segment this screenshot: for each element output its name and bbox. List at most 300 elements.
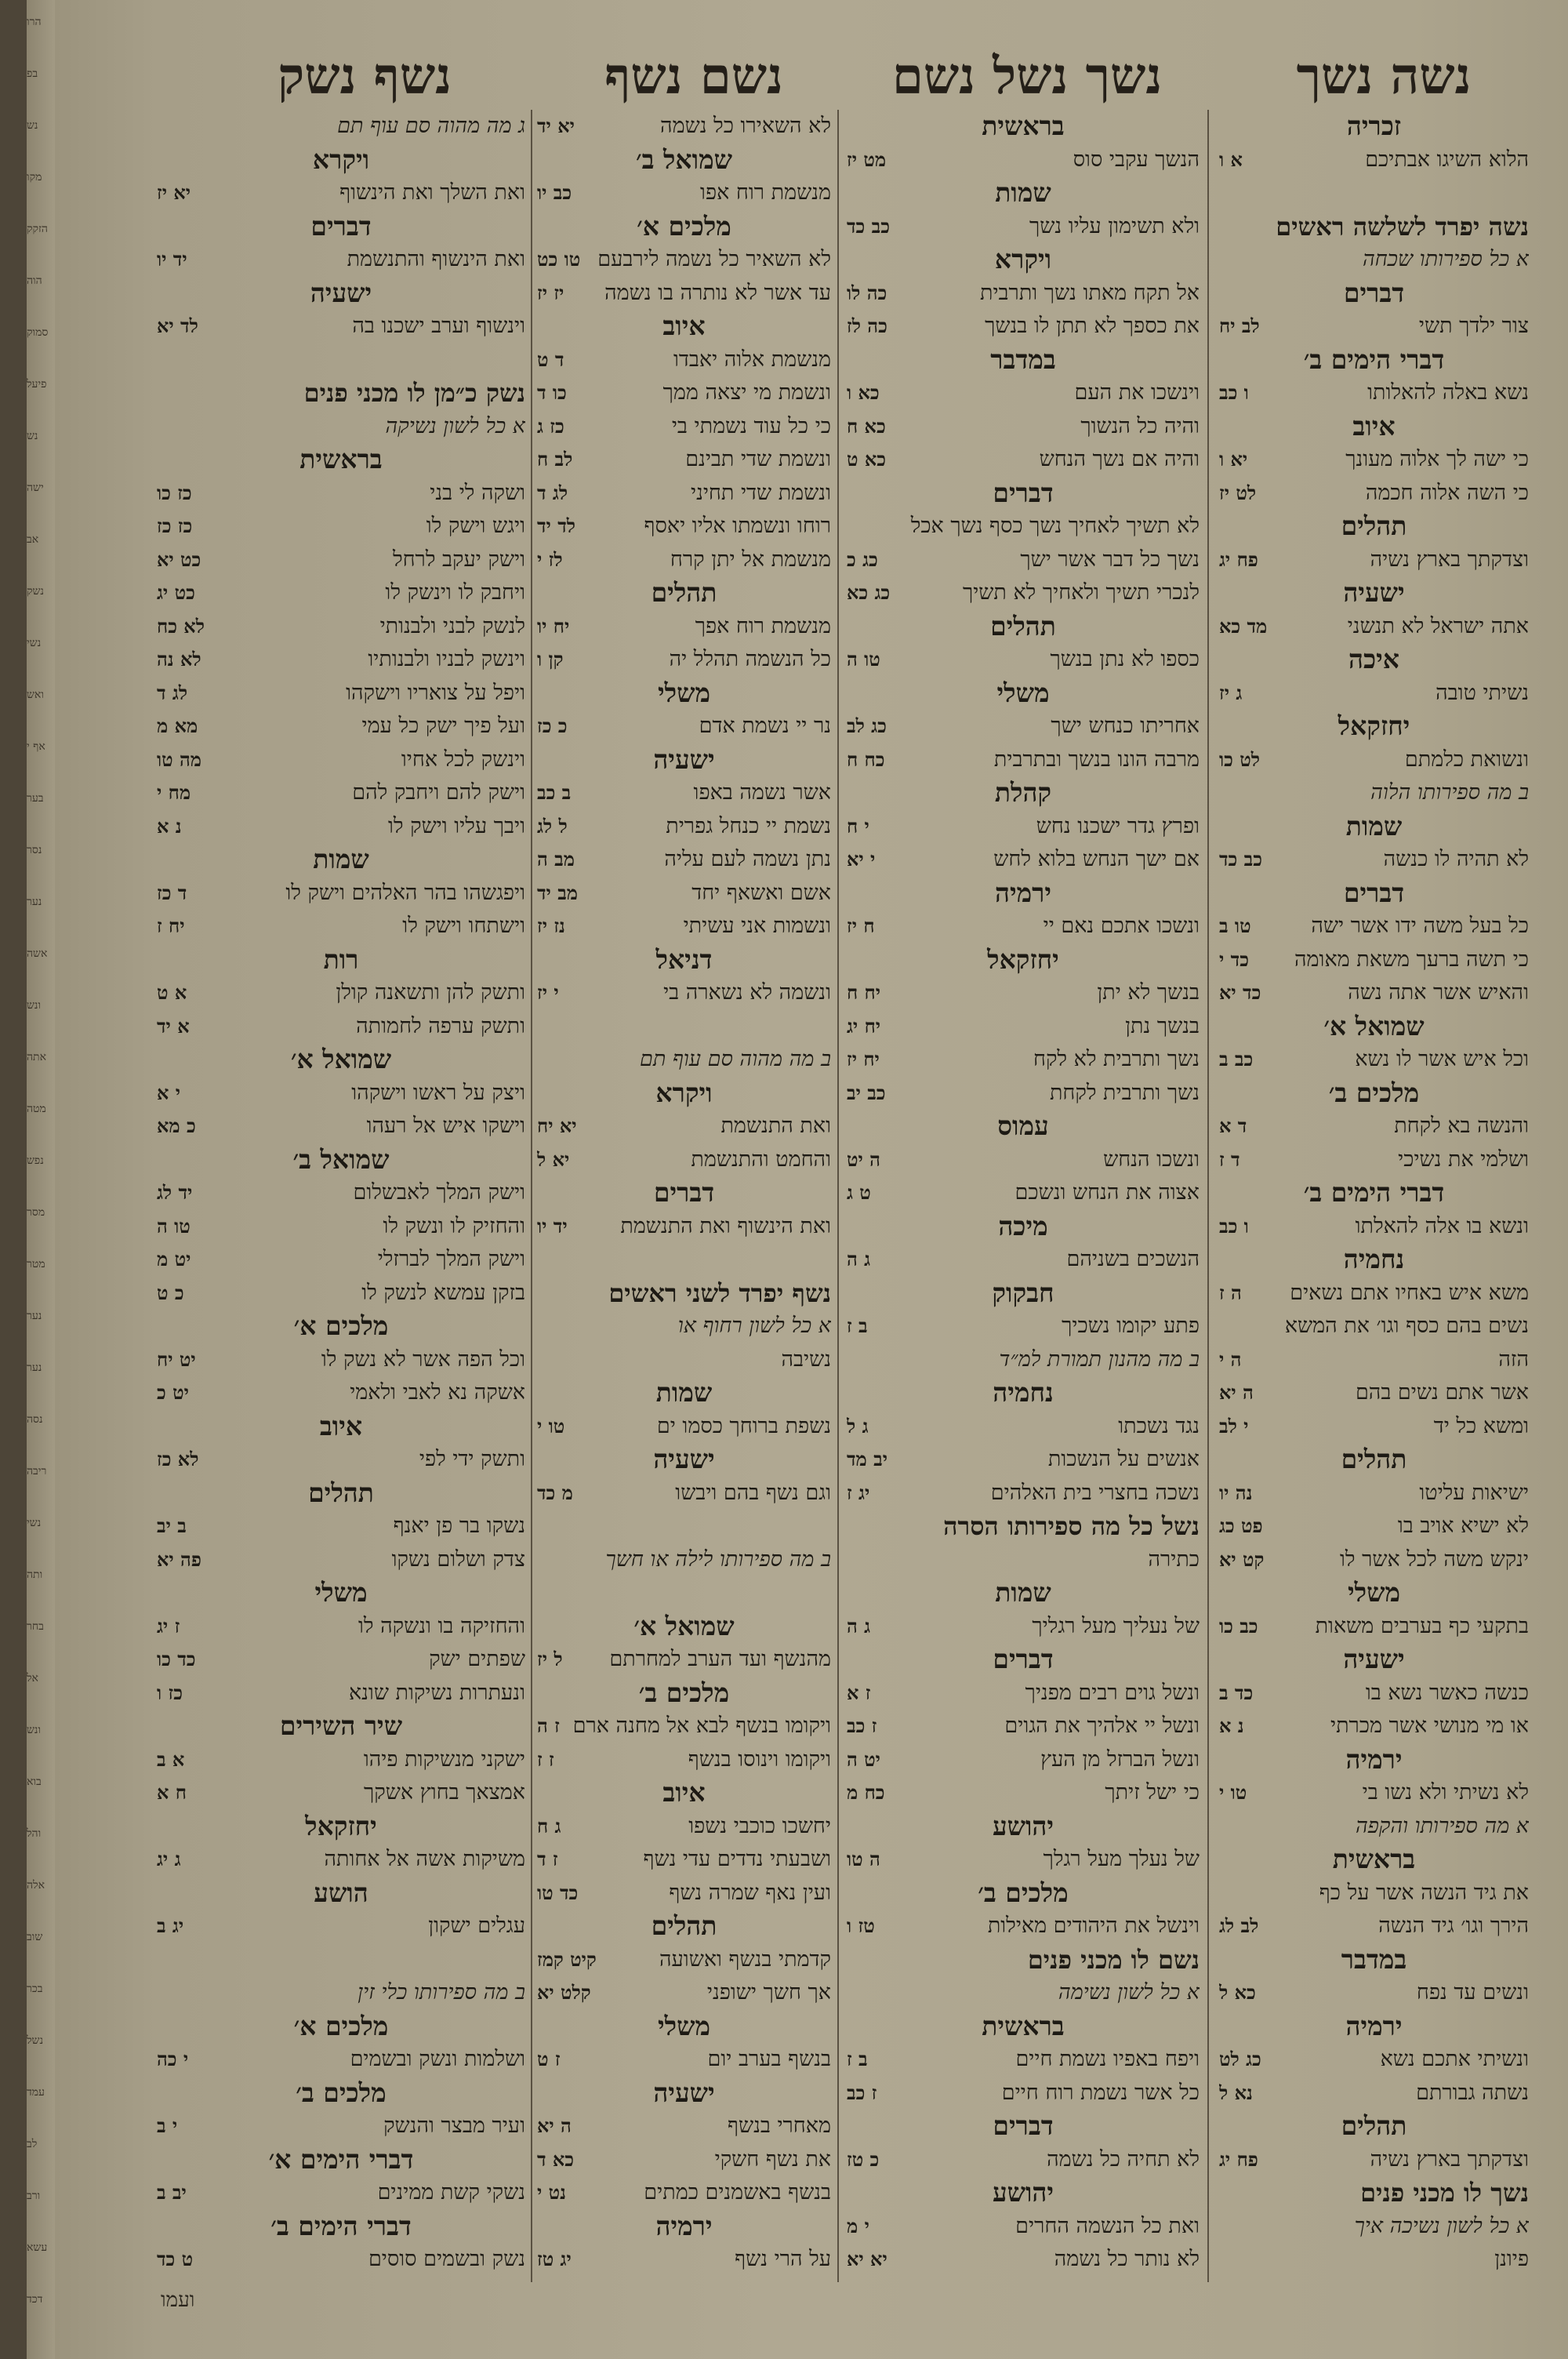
verse-reference: י יז [537, 981, 559, 1004]
verse-reference: פח יג [1219, 2147, 1258, 2171]
edge-text-fragment: והל [27, 1827, 42, 1840]
verse-reference: יט מ [157, 1248, 191, 1270]
entry-text: ב מה ספירותו לילה או חשך [605, 1547, 831, 1572]
concordance-entry [1219, 1677, 1529, 1710]
verse-reference: ד ז [1219, 1147, 1240, 1171]
verse-reference: ט ג [847, 1181, 871, 1204]
entry-text: יחזקאל [305, 1810, 377, 1841]
entry-text: משלי [996, 677, 1050, 708]
concordance-entry [537, 1143, 831, 1177]
book-heading [157, 144, 525, 177]
entry-text: שמות [1345, 810, 1403, 841]
concordance-entry [1219, 1910, 1529, 1943]
entry-text: שמות [995, 1577, 1051, 1608]
edge-text-fragment: דכד [27, 2293, 43, 2306]
verse-reference: ב יב [157, 1514, 187, 1537]
verse-reference: ט כד [157, 2248, 194, 2270]
verse-reference: י מ [847, 2214, 869, 2237]
concordance-entry [847, 1776, 1200, 1810]
book-heading [1219, 710, 1529, 743]
entry-text: ויפל על צואריו וישקהו [346, 680, 525, 705]
entry-text: דברים [993, 477, 1054, 508]
verse-reference: כא ח [847, 414, 886, 438]
entry-text: בראשית [1332, 1844, 1416, 1874]
book-heading [1219, 277, 1529, 311]
entry-text: וינשל את היהודים מאילות [987, 1914, 1200, 1938]
entry-text: בראשית [982, 2010, 1065, 2041]
entry-text: אצוה את הנחש ונשכם [1014, 1180, 1200, 1205]
entry-text: כי ישל זיתך [1105, 1780, 1200, 1805]
concordance-entry [847, 843, 1200, 877]
concordance-entry [847, 310, 1200, 343]
book-heading [157, 2210, 525, 2244]
verse-reference: ג ל [847, 1414, 869, 1438]
entry-text: נשך לו מכני פנים [1360, 2178, 1529, 2208]
book-heading [847, 677, 1200, 711]
book-heading [537, 310, 831, 343]
entry-text: וינשק לבניו ולבנותיו [368, 647, 525, 671]
concordance-entry [537, 1943, 831, 1977]
edge-text-fragment: נער [27, 896, 42, 908]
concordance-column-3 [537, 110, 831, 2306]
concordance-entry [1219, 2210, 1529, 2244]
entry-text: והנשה בא לקחת [1394, 1114, 1529, 1138]
verse-reference: מב ה [537, 848, 575, 871]
verse-reference: קן ו [537, 648, 564, 671]
verse-reference: כז כו [157, 481, 192, 504]
book-heading [1219, 510, 1529, 543]
concordance-entry [157, 1743, 525, 1777]
column-header-4: נשף נשק [278, 47, 452, 106]
entry-text: וינשוף וערב ישכנו בה [352, 314, 525, 338]
book-heading [537, 1443, 831, 1477]
entry-text: מנשמת אלוה יאבדו [673, 347, 831, 372]
book-heading [1219, 1643, 1529, 1677]
verse-reference: כא ל [1219, 1981, 1256, 2004]
entry-text: שיר השירים [279, 1710, 403, 1741]
concordance-entry [1219, 477, 1529, 511]
verse-reference: כ כז [537, 714, 568, 737]
concordance-entry [157, 1210, 525, 1244]
verse-reference: יא ו [1219, 448, 1248, 471]
entry-text: תהלים [1341, 511, 1407, 541]
entry-text: שמואל ב׳ [292, 1143, 390, 1175]
entry-text: מאחרי בנשף [727, 2114, 831, 2138]
entry-text: במדבר [1341, 1943, 1407, 1975]
edge-text-fragment: ותה [27, 1568, 43, 1581]
entry-text: והאיש אשר אתה נשה [1348, 980, 1529, 1005]
book-heading [847, 1810, 1200, 1844]
entry-text: קדמתי בנשף ואשועה [659, 1946, 831, 1972]
concordance-entry [1219, 1277, 1529, 1310]
verse-reference: לד יא [157, 314, 198, 337]
verse-reference: לא נה [157, 648, 201, 671]
verse-reference: יג ז [847, 1481, 870, 1504]
edge-text-fragment: נער [27, 1361, 42, 1374]
entry-text: לנשק לבני ולבנותי [379, 613, 525, 638]
entry-text: כל בעל משה ידו אשר ישה [1311, 914, 1529, 938]
concordance-entry [1219, 543, 1529, 577]
verse-reference: מא מ [157, 714, 198, 737]
entry-text: דברים [310, 210, 372, 242]
book-heading [1219, 810, 1529, 844]
entry-text: ונשכו אתכם נאם יי [1043, 914, 1200, 938]
book-heading [847, 1210, 1200, 1244]
entry-text: יחזקאל [987, 943, 1059, 975]
concordance-entry [157, 477, 525, 511]
verse-reference: כא ו [847, 381, 880, 404]
concordance-entry [847, 2043, 1200, 2077]
verse-reference: ב ז [847, 2048, 868, 2070]
entry-text: א כל ספירותו שכחה [1362, 247, 1529, 271]
entry-text: נגד נשכתו [1118, 1413, 1200, 1438]
verse-reference: כב כו [1219, 1614, 1258, 1637]
entry-text: או מי מנושי אשר מכרתי [1330, 1714, 1529, 1738]
verse-reference: כג לב [847, 714, 887, 737]
edge-text-fragment: ריבה [27, 1465, 47, 1478]
concordance-entry [537, 243, 831, 277]
entry-text: רוחו ונשמתו אליו יאסף [644, 514, 831, 538]
entry-text: כנשה כאשר נשא בו [1365, 1680, 1529, 1705]
entry-text: מנשמת רוח אפך [695, 613, 831, 638]
concordance-entry [157, 410, 525, 444]
entry-text: משלי [1347, 1577, 1400, 1608]
entry-text: שמואל א׳ [1323, 1010, 1425, 1041]
entry-text: בנשך לא יתן [1097, 980, 1200, 1005]
concordance-entry [847, 1343, 1200, 1377]
verse-reference: כה לז [847, 314, 887, 337]
entry-text: וינשק לכל אחיו [401, 747, 525, 772]
concordance-entry [1219, 1376, 1529, 1410]
concordance-entry [157, 2176, 525, 2210]
book-heading [1219, 643, 1529, 677]
entry-text: בראשית [299, 444, 383, 474]
verse-reference: כב יו [537, 181, 572, 204]
book-heading [537, 1176, 831, 1210]
book-heading [847, 1376, 1200, 1410]
verse-reference: כג כא [847, 581, 891, 604]
entry-text: תהלים [651, 1910, 717, 1941]
verse-reference: ב כב [537, 781, 572, 804]
concordance-entry [537, 1576, 831, 1610]
book-gutter [0, 0, 27, 2359]
concordance-entry [847, 1976, 1200, 2010]
edge-text-fragment: אתה [27, 1051, 46, 1063]
entry-text: וכל איש אשר לו נשא [1355, 1047, 1529, 1071]
concordance-column-4 [157, 110, 525, 2306]
verse-reference: יח ח [847, 981, 881, 1004]
entry-text: ישעיה [653, 743, 715, 775]
book-heading [157, 443, 525, 477]
verse-reference: ח א [157, 1781, 187, 1804]
verse-reference: ה ז [1219, 1281, 1242, 1304]
entry-text: ירמיה [1345, 2010, 1403, 2041]
concordance-entry [1219, 776, 1529, 810]
verse-reference: כב ב [1219, 1048, 1254, 1070]
verse-reference: נט י [537, 2181, 566, 2204]
book-heading [847, 1877, 1200, 1910]
verse-reference: יח יו [537, 614, 570, 638]
entry-text: תהלים [1341, 2110, 1407, 2141]
entry-text: דברים [1343, 277, 1405, 308]
entry-text: מלכים ב׳ [978, 1877, 1069, 1908]
book-heading [847, 2010, 1200, 2044]
concordance-entry [537, 2176, 831, 2210]
book-heading [537, 1077, 831, 1110]
verse-reference: ג יז [1219, 681, 1243, 704]
entry-text: א כל לשון נשיכה איך [1354, 2213, 1529, 2238]
entry-text: ויקרא [655, 1077, 713, 1108]
verse-reference: לב ח [537, 448, 573, 471]
entry-text: ופרץ גדר ישכנו נחש [1036, 813, 1200, 838]
concordance-entry [847, 976, 1200, 1010]
verse-reference: יד יו [157, 248, 187, 271]
entry-text: ויבך עליו וישק לו [388, 813, 525, 838]
entry-text: אשר נשמה באפו [693, 780, 831, 805]
verse-reference: ז ט [537, 2048, 561, 2070]
entry-text: ותשק להן ותשאנה קולן [336, 980, 525, 1005]
entry-text: אשר אתם נשים בהם [1355, 1380, 1529, 1405]
concordance-entry [537, 2043, 831, 2077]
entry-text: ב מה מהוה סם עוף תם [639, 1047, 831, 1071]
entry-text: וצדקתך בארץ נשיה [1370, 2146, 1529, 2172]
verse-reference: לב לג [1219, 1914, 1259, 1937]
entry-text: ירמיה [994, 877, 1052, 908]
concordance-entry [537, 643, 831, 677]
verse-reference: כד כו [157, 1648, 196, 1670]
concordance-entry [157, 1376, 525, 1410]
concordance-entry [157, 343, 525, 377]
entry-text: עמוס [997, 1110, 1049, 1141]
concordance-entry [1219, 443, 1529, 477]
book-heading [537, 1376, 831, 1410]
entry-text: צדק ושלום נשקו [391, 1547, 525, 1572]
concordance-entry [157, 1243, 525, 1277]
verse-reference: י ב [157, 2114, 178, 2137]
concordance-entry [157, 1277, 525, 1310]
entry-text: יהושע [992, 1810, 1054, 1841]
concordance-entry [537, 2110, 831, 2143]
edge-text-fragment: בוא [27, 1776, 42, 1788]
concordance-entry [537, 1010, 831, 1044]
concordance-entry [157, 176, 525, 210]
entry-text: אמצאך בחוץ אשקך [364, 1780, 525, 1805]
concordance-entry [1219, 243, 1529, 277]
verse-reference: טז ו [847, 1914, 875, 1937]
concordance-entry [537, 1343, 831, 1377]
edge-text-fragment: נסה [27, 1413, 43, 1426]
concordance-entry [847, 410, 1200, 444]
edge-text-fragment: מקו [27, 171, 42, 184]
entry-text: נתן נשמה לעם עליה [664, 847, 831, 871]
entry-text: ושלמות ונשק ובשמים [350, 2047, 525, 2071]
entry-text: תהלים [990, 610, 1056, 642]
entry-text: ונשל גוים רבים מפניך [1025, 1680, 1200, 1705]
concordance-entry [157, 1643, 525, 1677]
edge-text-fragment: מסר [27, 1206, 45, 1219]
root-heading [537, 1277, 831, 1310]
column-rule [837, 110, 839, 2282]
root-heading [1219, 210, 1529, 244]
book-heading [157, 2143, 525, 2177]
entry-text: א כל לשון רחוף או [677, 1314, 831, 1338]
entry-text: מלכים א׳ [293, 2010, 389, 2041]
edge-text-fragment: מטה [27, 1103, 46, 1115]
entry-text: את נשף חשקי [714, 2146, 831, 2172]
edge-text-fragment: אשה [27, 947, 48, 960]
concordance-entry [537, 1743, 831, 1777]
concordance-entry [847, 1243, 1200, 1277]
entry-text: ונשמת מי יצאה ממך [662, 380, 831, 405]
book-heading [1219, 1176, 1529, 1210]
entry-text: ונשמת שדי תבינם [685, 447, 831, 471]
entry-text: ישקני מנשיקות פיהו [363, 1747, 525, 1772]
concordance-entry [847, 1710, 1200, 1743]
concordance-entry [157, 1943, 525, 1977]
verse-reference: לא כח [157, 614, 205, 638]
verse-reference: מד כא [1219, 614, 1268, 638]
concordance-entry [157, 1976, 525, 2010]
concordance-entry [847, 1077, 1200, 1110]
entry-text: וישק המלך לברזלי [377, 1247, 525, 1271]
entry-text: מנשמת אל יתן קרח [670, 547, 831, 572]
entry-text: משלי [314, 1577, 368, 1608]
verse-reference: ג ה [847, 1614, 871, 1637]
edge-text-fragment: נער [27, 1310, 42, 1322]
verse-reference: י יא [847, 848, 876, 871]
entry-text: אשם ואשאף יחד [691, 880, 831, 905]
verse-reference: כג כ [847, 547, 878, 571]
verse-reference: טו ב [1219, 914, 1251, 937]
concordance-entry [847, 2143, 1200, 2177]
concordance-entry [537, 810, 831, 844]
entry-text: וצדקתך בארץ נשיה [1370, 547, 1529, 572]
entry-text: נשכה בחצרי בית האלהים [990, 1480, 1200, 1505]
book-heading [1219, 1010, 1529, 1044]
entry-text: ויקרא [312, 144, 370, 175]
entry-text: ונשל הברזל מן העץ [1040, 1747, 1200, 1772]
entry-text: דברי הימים ב׳ [1303, 1177, 1445, 1208]
concordance-entry [847, 1610, 1200, 1644]
concordance-entry [1219, 1710, 1529, 1743]
entry-text: שמות [313, 844, 369, 874]
entry-text: הנשך עקבי סוס [1073, 147, 1200, 172]
entry-text: נר יי נשמת אדם [699, 714, 831, 738]
entry-text: משא איש באחיו אתם נשאים [1290, 1280, 1529, 1305]
entry-text: נשף יפרד לשני ראשים [608, 1278, 831, 1308]
verse-reference: קיט קמז [537, 1947, 597, 1971]
book-heading [157, 2010, 525, 2044]
edge-text-fragment: ורב [27, 2190, 41, 2202]
entry-text: דברי הימים ב׳ [1303, 343, 1445, 375]
concordance-entry [847, 1910, 1200, 1943]
entry-text: תהלים [308, 1477, 374, 1508]
concordance-entry [1219, 1410, 1529, 1444]
entry-text: ויצק על ראשו וישקהו [351, 1080, 525, 1105]
entry-text: נשמת יי כנחל גפרית [666, 813, 831, 838]
book-heading [157, 1810, 525, 1844]
entry-text: ושלמי את נשיכי [1398, 1147, 1529, 1172]
concordance-entry [847, 1143, 1200, 1177]
concordance-entry [847, 2077, 1200, 2110]
concordance-entry [847, 1743, 1200, 1777]
book-heading [847, 477, 1200, 511]
entry-text: ויפח באפיו נשמת חיים [1015, 2047, 1200, 2071]
entry-text: נשתה גבורתם [1416, 2080, 1529, 2105]
verse-reference: ג ח [537, 1814, 561, 1837]
book-heading [157, 2077, 525, 2110]
concordance-entry [537, 1510, 831, 1543]
entry-text: כי תשה ברעך משאת מאומה [1294, 947, 1529, 972]
concordance-entry [157, 2110, 525, 2143]
verse-reference: לז י [537, 547, 563, 571]
entry-text: הלוא השיגו אבתיכם [1365, 147, 1529, 172]
book-heading [847, 1110, 1200, 1143]
column-header-3: נשם נשף [604, 47, 783, 106]
entry-text: ואת הינשוף והתנשמת [347, 247, 525, 271]
book-heading [537, 2210, 831, 2244]
verse-reference: ה יא [537, 2114, 572, 2137]
concordance-entry [157, 1776, 525, 1810]
entry-text: מלכים א׳ [293, 1310, 389, 1341]
book-heading [157, 1576, 525, 1610]
edge-text-fragment: בפ [27, 67, 38, 80]
book-heading [537, 1610, 831, 1644]
concordance-entry [1219, 843, 1529, 877]
entry-text: במדבר [990, 343, 1056, 375]
entry-text: עגלים ישקון [428, 1914, 525, 1938]
concordance-entry [847, 510, 1200, 543]
entry-text: והיה אם נשך הנחש [1039, 447, 1200, 471]
concordance-entry [847, 643, 1200, 677]
entry-text: ואת הינשוף ואת התנשמת [620, 1213, 831, 1238]
verse-reference: נה יו [1219, 1481, 1253, 1504]
book-heading [1219, 1576, 1529, 1610]
concordance-entry [1219, 677, 1529, 711]
book-heading [157, 1143, 525, 1177]
concordance-entry [847, 910, 1200, 943]
entry-text: לא נותר כל נשמה [1054, 2247, 1200, 2271]
concordance-column-2 [847, 110, 1200, 2306]
entry-text: כי כל עוד נשמתי בי [671, 413, 831, 438]
verse-reference: יט ה [847, 1747, 880, 1771]
entry-text: א מה ספירותו והקפה [1355, 1813, 1529, 1838]
entry-text: לא תחיה כל נשמה [1047, 2146, 1200, 2172]
entry-text: שמות [995, 177, 1051, 208]
concordance-entry [537, 1110, 831, 1143]
concordance-entry [157, 543, 525, 577]
book-heading [847, 243, 1200, 277]
verse-reference: יח יג [847, 1014, 881, 1038]
entry-text: צור ילדך תשי [1418, 314, 1529, 338]
concordance-entry [157, 310, 525, 343]
verse-reference: כה לו [847, 281, 887, 304]
root-heading [847, 1510, 1200, 1543]
book-heading [537, 743, 831, 777]
concordance-entry [1219, 943, 1529, 977]
verse-reference: כח מ [847, 1781, 885, 1804]
entry-text: מלכים ב׳ [1328, 1077, 1420, 1108]
verse-reference: לד יד [537, 514, 575, 537]
entry-text: ומשא כל יד [1433, 1413, 1529, 1438]
entry-text: ותשק ידי לפי [419, 1447, 525, 1471]
concordance-entry [537, 1877, 831, 1910]
verse-reference: ז ה [537, 1714, 560, 1737]
concordance-entry [537, 2143, 831, 2177]
entry-text: מיכה [998, 1210, 1048, 1241]
edge-text-fragment: שוב [27, 1931, 43, 1943]
entry-text: ויקומו בנשף לבא אל מחנה ארם [572, 1714, 831, 1738]
